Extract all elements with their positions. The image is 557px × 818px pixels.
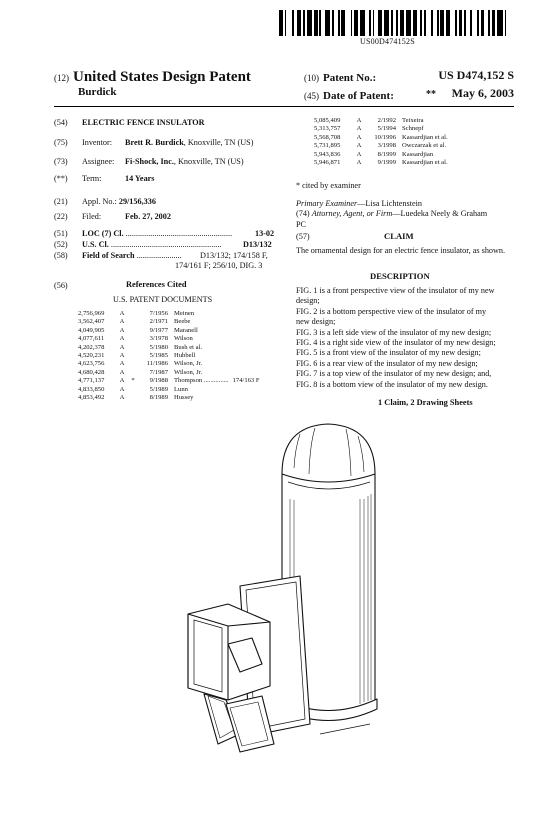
reference-k: A — [119, 318, 125, 326]
inventor-name: Brett R. Burdick — [125, 138, 184, 147]
loc-row — [82, 229, 277, 238]
reference-cls — [229, 394, 260, 402]
fig-description: is a bottom perspective view of the insulator of my — [317, 306, 487, 316]
filed-value: Feb. 27, 2002 — [125, 212, 171, 221]
fig-label: FIG. 1 — [296, 286, 318, 295]
reference-no: 5,731,895 — [314, 142, 341, 150]
patent-number-row — [304, 68, 514, 86]
reference-no: 5,946,871 — [314, 159, 341, 167]
reference-cls — [229, 318, 260, 326]
reference-k: A — [119, 352, 125, 360]
uscl-value: D13/132 — [243, 240, 272, 249]
fig-description: is a front perspective view of the insulator of my new — [317, 286, 495, 295]
attorney-name: —Luedeka Neely & Graham — [392, 209, 488, 219]
assignee-name: Fi-Shock, Inc. — [125, 157, 174, 166]
header-right — [304, 68, 514, 104]
attorney-name-cont: PC — [296, 219, 307, 229]
fig-label: FIG. 8 — [296, 379, 318, 389]
inventor-surname: Burdick — [78, 86, 117, 98]
reference-k: A — [356, 133, 362, 141]
reference-k: A — [119, 394, 125, 402]
reference-name: Wilson — [174, 335, 193, 343]
references-subheading: U.S. PATENT DOCUMENTS — [113, 295, 213, 304]
patent-title: ELECTRIC FENCE INSULATOR — [82, 118, 205, 127]
code-75: (75) — [54, 138, 68, 147]
code-22: (22) — [54, 212, 68, 221]
reference-no: 5,943,836 — [314, 150, 341, 158]
reference-cls — [229, 344, 260, 352]
reference-date: 2/1971 — [149, 318, 168, 326]
reference-star — [128, 352, 138, 360]
cited-by-examiner: * cited by examiner — [296, 181, 361, 190]
loc-leader: .................................................... — [125, 229, 233, 238]
reference-no: 4,680,428 — [78, 368, 105, 376]
reference-k: A — [119, 368, 125, 376]
header-left — [54, 68, 251, 98]
reference-name: Thompson ............... — [174, 377, 229, 385]
reference-cls — [229, 335, 260, 343]
reference-name: Kassardjian et al. — [402, 159, 448, 167]
reference-date: 5/1985 — [149, 352, 168, 360]
primary-examiner-name: —Lisa Lichtenstein — [357, 199, 422, 208]
reference-k: A — [119, 343, 125, 351]
code-57: (57) — [296, 232, 310, 241]
fig-description: is a front view of the insulator of my new design; — [317, 348, 481, 358]
insulator-drawing — [170, 404, 470, 784]
reference-date: 9/1977 — [149, 326, 168, 334]
description-item — [296, 328, 514, 338]
description-item — [296, 286, 514, 296]
fig-label: FIG. 4 — [296, 338, 318, 348]
search-leader: ...................... — [136, 251, 182, 260]
reference-no: 4,623,756 — [78, 360, 105, 368]
reference-name: Teixeira — [402, 117, 424, 124]
reference-date: 7/1987 — [149, 368, 168, 376]
search-line-2: 174/161 F; 256/10, DIG. 3 — [175, 261, 263, 270]
reference-no: 4,853,492 — [78, 394, 105, 402]
reference-row — [78, 344, 260, 352]
reference-star — [128, 386, 138, 394]
reference-no: 4,049,905 — [78, 326, 105, 334]
publication-number: US00D474152S — [360, 37, 415, 46]
assignee-value — [125, 157, 244, 166]
fig-label: FIG. 6 — [296, 358, 318, 368]
reference-cls: 174/163 F — [232, 377, 260, 385]
fig-description: is a top view of the insulator of my new design; and, — [317, 369, 492, 379]
reference-date: 8/1999 — [377, 150, 396, 158]
reference-row — [78, 327, 260, 335]
description-item — [296, 307, 514, 317]
reference-no: 4,202,378 — [78, 343, 105, 351]
description-item — [296, 359, 514, 369]
reference-star: * — [131, 377, 135, 385]
reference-date: 5/1980 — [149, 343, 168, 351]
date-label: Date of Patent: — [323, 90, 394, 102]
reference-row — [78, 369, 260, 377]
code-56: (56) — [54, 281, 68, 290]
code-term: (**) — [54, 174, 68, 183]
appl-value: 29/156,336 — [118, 197, 156, 206]
reference-name: Lunn — [174, 385, 188, 393]
reference-cls — [229, 369, 260, 377]
reference-row — [314, 151, 448, 159]
references-heading: References Cited — [126, 280, 187, 289]
tag-45: (45) — [304, 91, 319, 101]
reference-no: 4,771,137 — [78, 377, 105, 385]
reference-name: Wilson, Jr. — [174, 368, 203, 376]
date-asterisks: ** — [426, 89, 436, 100]
fig-description-cont: new design; — [296, 317, 336, 327]
reference-row — [78, 335, 260, 343]
reference-no: 5,085,409 — [314, 117, 341, 124]
tag-12: (12) — [54, 73, 69, 83]
fig-description: is a bottom view of the insulator of my new design. — [317, 379, 488, 389]
reference-cls — [229, 386, 260, 394]
reference-row — [314, 134, 448, 142]
code-52: (52) — [54, 240, 68, 249]
reference-name: Wilson, Jr. — [174, 360, 203, 368]
search-label: Field of Search — [82, 251, 135, 260]
description-item — [296, 369, 514, 379]
reference-cls — [229, 352, 260, 360]
reference-row — [314, 117, 448, 125]
reference-date: 7/1956 — [149, 310, 168, 317]
reference-date: 2/1992 — [377, 117, 396, 124]
reference-date: 5/1989 — [149, 385, 168, 393]
reference-star — [128, 394, 138, 402]
reference-k: A — [356, 142, 362, 150]
reference-cls — [229, 310, 260, 318]
references-table-right — [314, 117, 448, 167]
code-58: (58) — [54, 251, 68, 260]
reference-row — [78, 360, 260, 368]
reference-date: 3/1978 — [149, 335, 168, 343]
reference-row — [314, 142, 448, 150]
header-rule — [54, 106, 514, 107]
reference-date: 8/1989 — [149, 394, 168, 402]
reference-k: A — [119, 326, 125, 334]
reference-cls — [229, 360, 260, 368]
fig-description: is a left side view of the insulator of my new design; — [317, 327, 492, 337]
tag-74: (74) — [296, 209, 310, 219]
reference-name: Hussey — [174, 394, 194, 402]
term-label: Term: — [82, 174, 102, 183]
document-type: United States Design Patent — [73, 69, 251, 85]
claim-text: The ornamental design for an electric fence insulator, as shown. — [296, 246, 506, 255]
inventor-location: , Knoxville, TN (US) — [183, 138, 254, 147]
references-table-left — [78, 310, 260, 402]
claim-heading: CLAIM — [384, 231, 414, 241]
reference-name: Hubbell — [174, 352, 196, 360]
reference-k: A — [119, 310, 125, 317]
reference-name: Maranell — [174, 326, 198, 334]
examiner-block — [296, 199, 514, 230]
reference-date: 11/1986 — [146, 360, 168, 368]
barcode — [279, 10, 511, 36]
reference-date: 3/1998 — [377, 142, 396, 150]
fig-description-cont: design; — [296, 296, 320, 306]
reference-no: 5,568,708 — [314, 133, 341, 141]
appl-label: Appl. No.: — [82, 197, 117, 206]
reference-no: 3,562,407 — [78, 318, 105, 326]
reference-date: 5/1994 — [377, 125, 396, 133]
reference-name: Kassardjian — [402, 150, 434, 158]
reference-no: 4,520,231 — [78, 352, 105, 360]
code-21: (21) — [54, 197, 68, 206]
fig-label: FIG. 3 — [296, 327, 318, 337]
search-row — [82, 251, 199, 260]
uscl-leader: ...................................................... — [110, 240, 222, 249]
reference-name: Schnepf — [402, 125, 424, 133]
reference-cls — [229, 327, 260, 335]
code-51: (51) — [54, 229, 68, 238]
reference-no: 5,313,757 — [314, 125, 341, 133]
reference-date: 10/1996 — [374, 133, 396, 141]
reference-no: 4,833,850 — [78, 385, 105, 393]
patent-number: US D474,152 S — [438, 68, 514, 82]
inventor-value — [125, 138, 253, 147]
patent-number-label: Patent No.: — [323, 72, 377, 84]
reference-name: Beebe — [174, 318, 191, 326]
term-value: 14 Years — [125, 174, 155, 183]
reference-star — [128, 369, 138, 377]
reference-k: A — [119, 377, 125, 385]
reference-date: 9/1999 — [377, 159, 396, 167]
reference-star — [128, 310, 138, 318]
description-item — [296, 380, 514, 390]
uscl-row — [82, 240, 262, 249]
reference-name: Meinen — [174, 310, 195, 317]
filed-label: Filed: — [82, 212, 102, 221]
loc-label: LOC (7) Cl. — [82, 229, 124, 238]
assignee-label: Assignee: — [82, 157, 115, 166]
reference-no: 4,077,611 — [78, 335, 105, 343]
code-73: (73) — [54, 157, 68, 166]
barcode-bar — [506, 10, 510, 36]
fig-description: is a right side view of the insulator of my new design; — [317, 338, 496, 348]
reference-k: A — [356, 117, 362, 124]
attorney — [296, 209, 514, 219]
reference-k: A — [356, 125, 362, 133]
primary-examiner — [296, 199, 514, 209]
reference-star — [128, 335, 138, 343]
reference-name: Owczarzak et al. — [402, 142, 447, 150]
reference-date: 9/1988 — [149, 377, 168, 385]
reference-row — [314, 125, 448, 133]
assignee-location: , Knoxville, TN (US) — [173, 157, 244, 166]
uscl-label: U.S. Cl. — [82, 240, 109, 249]
reference-row — [78, 318, 260, 326]
tag-10: (10) — [304, 73, 319, 83]
reference-row — [314, 159, 448, 167]
loc-value: 13-02 — [255, 229, 275, 238]
primary-examiner-label: Primary Examiner — [296, 199, 358, 208]
inventor-label: Inventor: — [82, 138, 113, 147]
claims-summary: 1 Claim, 2 Drawing Sheets — [378, 398, 473, 407]
code-54: (54) — [54, 118, 68, 127]
date-row — [304, 86, 514, 104]
reference-row — [78, 310, 260, 318]
description-heading: DESCRIPTION — [370, 271, 430, 281]
reference-star — [128, 360, 138, 368]
fig-label: FIG. 2 — [296, 306, 318, 316]
description-list — [296, 286, 514, 390]
reference-k: A — [356, 150, 362, 158]
reference-no: 2,756,969 — [78, 310, 105, 317]
reference-star — [128, 344, 138, 352]
fig-description: is a rear view of the insulator of my new design; — [317, 358, 478, 368]
reference-name: Kassardjian et al. — [402, 133, 448, 141]
reference-row — [78, 377, 260, 385]
fig-label: FIG. 5 — [296, 348, 318, 358]
reference-star — [128, 327, 138, 335]
description-item — [296, 338, 514, 348]
description-item — [296, 348, 514, 358]
reference-k: A — [119, 335, 125, 343]
fig-label: FIG. 7 — [296, 369, 318, 379]
reference-k: A — [119, 360, 125, 368]
appl-row — [82, 197, 156, 206]
search-line-1: D13/132; 174/158 F, — [200, 251, 268, 260]
patent-date: May 6, 2003 — [451, 86, 514, 100]
reference-row — [78, 386, 260, 394]
reference-k: A — [119, 385, 125, 393]
attorney-label: Attorney, Agent, or Firm — [311, 209, 393, 219]
reference-k: A — [356, 159, 362, 167]
reference-name: Bush et al. — [174, 343, 203, 351]
reference-row — [78, 394, 260, 402]
reference-row — [78, 352, 260, 360]
reference-star — [128, 318, 138, 326]
